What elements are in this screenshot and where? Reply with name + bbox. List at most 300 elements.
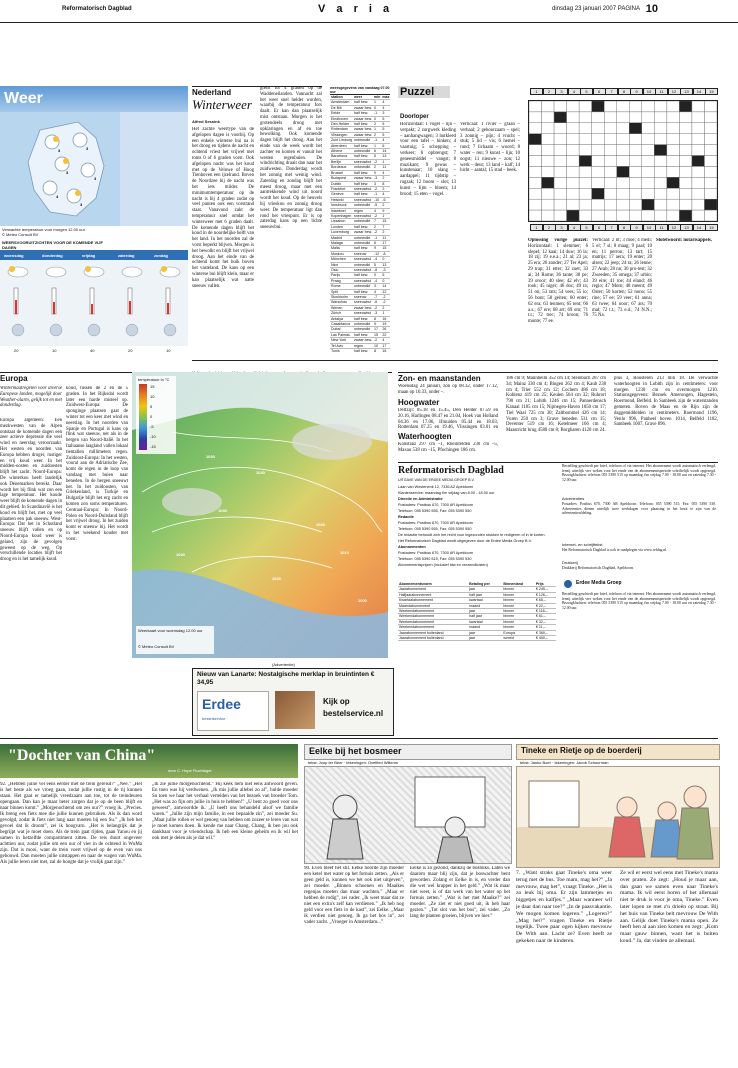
weather-table-cell: 1 <box>381 311 390 316</box>
price-table-cell: € 22,– <box>535 603 556 608</box>
puzzle-cell[interactable] <box>667 177 680 188</box>
puzzle-cell[interactable] <box>604 177 617 188</box>
puzzle-column-number: 3 <box>555 88 568 95</box>
puzzle-cell[interactable] <box>679 156 692 167</box>
puzzle-cell[interactable] <box>642 123 655 134</box>
puzzle-cell[interactable] <box>679 134 692 145</box>
weather-table-cell: Den Helder <box>330 122 353 127</box>
puzzle-cell[interactable] <box>529 145 542 156</box>
puzzle-cell[interactable] <box>617 210 630 221</box>
puzzle-cell[interactable] <box>667 123 680 134</box>
puzzle-column-number: 13 <box>680 224 693 231</box>
puzzle-cell[interactable] <box>604 156 617 167</box>
puzzle-cell[interactable] <box>704 177 717 188</box>
puzzle-cell[interactable] <box>642 188 655 199</box>
puzzle-cell[interactable] <box>542 188 555 199</box>
colofon-section <box>398 462 718 658</box>
price-table-cell: Halfjaarabonnement <box>398 592 468 597</box>
puzzle-cell[interactable] <box>629 210 642 221</box>
puzzle-cell[interactable] <box>692 145 705 156</box>
puzzle-cell[interactable] <box>579 134 592 145</box>
weather-table-cell: sneeuwbui <box>353 197 372 202</box>
puzzle-cell[interactable] <box>567 123 580 134</box>
puzzle-cell[interactable] <box>617 145 630 156</box>
puzzle-cell[interactable] <box>692 188 705 199</box>
puzzle-cell[interactable] <box>592 177 605 188</box>
puzzle-cell[interactable] <box>542 210 555 221</box>
weather-table-cell: Dubai <box>330 327 353 332</box>
puzzle-cell[interactable] <box>579 177 592 188</box>
puzzle-cell[interactable] <box>604 112 617 123</box>
comic3-col-2: Ze wil er eerst wel eens met Tineke's mama over praten. Ze zegt: „Houd je maar aan, dan gaan we samen even naar Tineke's mama. Ik wil eerst horen of het allemaal niet te druk is voor je oma, Tineke.” Even later lopen ze met z'n drieën op straat. Bij het huis van Tineke belt mevrouw De With aan. Gelijk doet Tineke's mama open. Ze heeft hen al aan zien komen en zegt: „Kom maar gauw binnen, want het is buiten koud.” Ja, dat vinden ze allemaal. <box>620 870 718 944</box>
weather-table-cell: regen <box>353 343 373 348</box>
weather-table-cell: 6 <box>373 240 381 245</box>
puzzle-column-number: 14 <box>693 224 706 231</box>
weer-forecast-heading: WEERSVOORUITZICHTEN VOOR DE KOMENDE VIJF DAGEN <box>2 240 103 250</box>
nl-city-temp: 3 <box>80 202 83 207</box>
puzzle-cell[interactable] <box>679 112 692 123</box>
forecast-day: woensdag <box>4 253 24 258</box>
puzzle-cell[interactable] <box>629 101 642 112</box>
puzzle-cell[interactable] <box>567 210 580 221</box>
puzzle-cell[interactable] <box>617 199 630 210</box>
puzzle-cell[interactable] <box>654 156 667 167</box>
weather-table-cell: Barcelona <box>330 154 353 159</box>
price-table-cell: maand <box>468 625 502 630</box>
weather-table-cell: zwaar bew. <box>353 105 372 110</box>
puzzle-cell[interactable] <box>654 177 667 188</box>
puzzle-cell[interactable] <box>667 112 680 123</box>
weather-table-cell: 6 <box>373 149 381 154</box>
puzzle-cell[interactable] <box>542 112 555 123</box>
puzzle-cell[interactable] <box>592 156 605 167</box>
weather-table-cell: 1 <box>381 213 390 218</box>
puzzle-cell[interactable] <box>567 177 580 188</box>
puzzle-cell[interactable] <box>554 156 567 167</box>
comic2-title: Eelke bij het bosmeer <box>309 746 402 756</box>
weather-table-cell: 15 <box>373 332 381 337</box>
puzzle-cell[interactable] <box>642 166 655 177</box>
waterhoogte-title: Waterhoogten <box>398 432 452 441</box>
weather-table-cell: 5 <box>381 116 390 121</box>
puzzle-cell[interactable] <box>667 210 680 221</box>
puzzle-cell[interactable] <box>542 134 555 145</box>
puzzle-cell[interactable] <box>654 188 667 199</box>
weather-table-cell: 1 <box>381 159 390 164</box>
weer-map-source: © Meteo Consult BV <box>2 232 39 237</box>
puzzle-cell[interactable] <box>667 199 680 210</box>
forecast-icons <box>0 260 188 346</box>
comic3-illustration <box>516 766 720 868</box>
puzzle-cell[interactable] <box>542 145 555 156</box>
nl-map-side <box>120 112 188 226</box>
puzzle-cell[interactable] <box>529 188 542 199</box>
puzzle-cell[interactable] <box>604 134 617 145</box>
puzzle-cell[interactable] <box>629 145 642 156</box>
puzzle-cell[interactable] <box>629 188 642 199</box>
puzzle-cell[interactable] <box>704 101 717 112</box>
weather-table-cell: sneeuwbui <box>353 300 372 305</box>
puzzle-cell[interactable] <box>579 188 592 199</box>
puzzle-cell[interactable] <box>529 166 542 177</box>
puzzle-cell[interactable] <box>529 199 542 210</box>
weather-table-cell: half bew. <box>353 289 373 294</box>
puzzle-cell[interactable] <box>554 112 567 123</box>
puzzle-cell[interactable] <box>667 166 680 177</box>
puzzle-cell[interactable] <box>642 134 655 145</box>
puzzle-cell[interactable] <box>667 188 680 199</box>
puzzle-cell[interactable] <box>567 188 580 199</box>
weather-table-cell: Amsterdam <box>330 100 353 105</box>
puzzle-cell[interactable] <box>592 188 605 199</box>
ad-url[interactable]: bestelservice.nl <box>323 709 384 718</box>
puzzle-cell[interactable] <box>629 156 642 167</box>
puzzle-cell[interactable] <box>704 134 717 145</box>
weather-table-cell: 11 <box>381 165 390 170</box>
forecast-day: zondag <box>154 253 168 258</box>
weather-table-cell: 7 <box>373 219 381 224</box>
comic2-credit: tekst: Joop ter Beer · tekeningen: Ovelfied Willems <box>308 760 398 765</box>
puzzle-cell[interactable] <box>679 177 692 188</box>
puzzle-cell[interactable] <box>617 166 630 177</box>
weather-table-cell: 2 <box>381 176 390 181</box>
weather-table-cell: 5 <box>373 154 381 159</box>
puzzel-section <box>398 86 718 356</box>
puzzle-cell[interactable] <box>604 199 617 210</box>
puzzle-cell[interactable] <box>704 123 717 134</box>
weather-table-cell: 4 <box>381 170 390 175</box>
puzzle-cell[interactable] <box>642 112 655 123</box>
puzzle-cell[interactable] <box>579 210 592 221</box>
puzzle-cell[interactable] <box>604 210 617 221</box>
puzzle-cell[interactable] <box>567 134 580 145</box>
puzzle-cell[interactable] <box>654 166 667 177</box>
weather-table-cell: -2 <box>373 305 381 310</box>
erdee-logo-text: Erdee Media Groep <box>576 580 622 586</box>
puzzle-cell[interactable] <box>554 166 567 177</box>
puzzle-cell[interactable] <box>704 199 717 210</box>
price-table-cell: jaar <box>468 587 502 592</box>
weather-table-cell: Tel Aviv <box>330 343 353 348</box>
puzzle-column-number: 5 <box>580 224 593 231</box>
weather-table-cell: sneeuwbui <box>353 186 372 191</box>
puzzle-cell[interactable] <box>692 101 705 112</box>
weather-table-cell: Istanboel <box>330 208 353 213</box>
weather-table-cell: 2 <box>373 122 381 127</box>
puzzle-cell[interactable] <box>529 134 542 145</box>
puzzle-cell[interactable] <box>692 156 705 167</box>
puzzle-cell[interactable] <box>654 123 667 134</box>
puzzle-cell[interactable] <box>692 112 705 123</box>
weather-table-cell: -2 <box>373 213 381 218</box>
nl-weather-map <box>0 112 120 226</box>
weather-table-cell: sneeuwbui <box>353 311 372 316</box>
puzzle-cell[interactable] <box>529 177 542 188</box>
puzzle-cell[interactable] <box>667 145 680 156</box>
colofon-line: Laan van Westenenk 12, 7336 AZ Apeldoorn <box>398 485 474 489</box>
weather-table-cell: 15 <box>381 246 390 251</box>
nl-city-temp: 3 <box>66 170 69 175</box>
weather-table-cell: 14 <box>381 284 390 289</box>
weather-table-cell: 8 <box>373 349 381 354</box>
puzzle-cell[interactable] <box>629 112 642 123</box>
puzzle-cell[interactable] <box>642 101 655 112</box>
puzzle-cell[interactable] <box>579 101 592 112</box>
weather-table-cell: Lissabon <box>330 219 353 224</box>
puzzle-cell[interactable] <box>567 101 580 112</box>
forecast-day: vrijdag <box>82 253 96 258</box>
puzzle-cell[interactable] <box>679 145 692 156</box>
weather-table-cell: Nice <box>330 262 353 267</box>
puzzle-cell[interactable] <box>667 156 680 167</box>
waterhoogte-col-2: 186 cm 9; Mannheim 352 cm 14; Steinbach 287 cm 34; Mainz 330 cm 4; Bingen 262 cm 4; Kaub 238 cm 4; Trier 552 cm 12; Cochem 486 cm 18; Koblenz 419 cm 25; Keulen 564 cm 32; Ruhrort 790 cm 21; Lobith 1246 cm 15; Pannerdensch Kanaal 1185 cm 15; Nijmegen-Haven 1050 cm 17; Tiel Waal 725 cm 30; Zaltbommel 426 cm 14; Vuren 250 cm 3; Grave beneden 531 cm 15; Deventer 519 cm 16; Ketelmeer 166 cm 4; Maastricht brug 4580 cm 8; Borgharen 4120 cm 24. <box>506 376 606 434</box>
puzzle-cell[interactable] <box>554 101 567 112</box>
puzzle-cell[interactable] <box>679 210 692 221</box>
puzzle-cell[interactable] <box>604 188 617 199</box>
puzzle-cell[interactable] <box>629 123 642 134</box>
puzzle-cell[interactable] <box>579 156 592 167</box>
weather-table-cell: half bew. <box>353 154 373 159</box>
section-title: V a r i a <box>318 3 394 15</box>
puzzle-cell[interactable] <box>617 177 630 188</box>
price-table-row <box>398 636 556 641</box>
weather-table-cell: -2 <box>373 159 381 164</box>
puzzle-cell[interactable] <box>554 188 567 199</box>
puzzle-cell[interactable] <box>604 101 617 112</box>
weather-table-cell: 9 <box>373 322 381 327</box>
puzzle-cell[interactable] <box>692 210 705 221</box>
puzzle-cell[interactable] <box>704 210 717 221</box>
colofon-line: Redactie <box>398 515 414 519</box>
puzzle-cell[interactable] <box>654 145 667 156</box>
puzzle-cell[interactable] <box>629 199 642 210</box>
puzzle-cell[interactable] <box>617 123 630 134</box>
puzzle-cell[interactable] <box>579 112 592 123</box>
ad-box[interactable] <box>192 668 394 736</box>
puzzle-cell[interactable] <box>592 101 605 112</box>
puzzle-cell[interactable] <box>592 112 605 123</box>
puzzle-cell[interactable] <box>617 134 630 145</box>
puzzle-cell[interactable] <box>704 145 717 156</box>
weather-table <box>330 95 390 354</box>
puzzle-cell[interactable] <box>592 145 605 156</box>
puzzle-cell[interactable] <box>542 199 555 210</box>
puzzle-cell[interactable] <box>642 199 655 210</box>
puzzle-cell[interactable] <box>567 156 580 167</box>
puzzle-cell[interactable] <box>542 177 555 188</box>
nl-city-temp: 4 <box>56 194 59 199</box>
advertisement[interactable] <box>192 662 392 734</box>
weather-table-cell: 13 <box>381 262 390 267</box>
puzzle-cell[interactable] <box>529 156 542 167</box>
puzzle-cell[interactable] <box>654 134 667 145</box>
puzzle-cell[interactable] <box>642 156 655 167</box>
puzzle-cell[interactable] <box>592 199 605 210</box>
puzzle-cell[interactable] <box>679 188 692 199</box>
weather-table-cell: -2 <box>373 230 381 235</box>
puzzle-column-number: 15 <box>705 88 718 95</box>
puzzle-cell[interactable] <box>542 101 555 112</box>
puzzle-cell[interactable] <box>679 101 692 112</box>
puzzle-cell[interactable] <box>692 166 705 177</box>
puzzle-cell[interactable] <box>554 134 567 145</box>
puzzle-cell[interactable] <box>529 123 542 134</box>
weather-table-header: station <box>330 95 353 100</box>
puzzle-cell[interactable] <box>592 166 605 177</box>
puzzle-cell[interactable] <box>579 166 592 177</box>
weather-table-cell: De Bilt <box>330 105 353 110</box>
puzzle-cell[interactable] <box>554 123 567 134</box>
waterhoogte-col-3: plus 3, Roosteren 213 min 18. De verwachte waterhoogten in Lobith zijn in centimeters: voor morgen 1230 cm en overmorgen 1210. Stationsgegevens: Bezoek Amerongen, Hagestein, Roermond, Belfeld. In Sambeek zijn de waterstanden gemeten. Boven de Maas en de Rijn zijn de daggemiddelden in centimeters. Roermond 1196, Venlo 996, Panheel boven 1014, Belfeld 1182, Sambeek 1007, Grave 896. <box>614 376 718 428</box>
puzzle-cell[interactable] <box>679 199 692 210</box>
puzzel-prize: Slotelwoord: notarisappels. <box>656 238 712 243</box>
puzzle-cell[interactable] <box>654 101 667 112</box>
puzzel-solution-b <box>592 238 652 356</box>
puzzle-cell[interactable] <box>692 123 705 134</box>
puzzle-cell[interactable] <box>554 177 567 188</box>
weather-table-cell: -8 <box>373 268 381 273</box>
puzzle-cell[interactable] <box>654 199 667 210</box>
puzzle-cell[interactable] <box>654 112 667 123</box>
puzzle-cell[interactable] <box>617 188 630 199</box>
europa-intro: Wintermaatregelen voor diverse Europese landen, mogelijk door Weather-alarm, gelijk tot en met donderdag. <box>0 386 62 409</box>
puzzle-cell[interactable] <box>529 210 542 221</box>
puzzle-cell[interactable] <box>692 177 705 188</box>
puzzle-column-number: 12 <box>668 88 681 95</box>
puzzle-cell[interactable] <box>542 166 555 177</box>
puzzle-cell[interactable] <box>629 134 642 145</box>
comic3-banner <box>516 744 720 760</box>
puzzle-cell[interactable] <box>604 123 617 134</box>
weather-table-cell: 4 <box>373 289 381 294</box>
weather-table-cell: onbewolkt <box>353 322 373 327</box>
weather-table-cell: 5 <box>373 262 381 267</box>
puzzle-cell[interactable] <box>617 112 630 123</box>
weather-table-cell: 2 <box>373 132 381 137</box>
puzzle-cell[interactable] <box>579 145 592 156</box>
weather-table-cell: 4 <box>381 100 390 105</box>
puzzle-column-number: 7 <box>605 88 618 95</box>
weather-table-cell: onbewolkt <box>353 240 373 245</box>
weather-table-cell: Londen <box>330 224 353 229</box>
forecast-temp: 20 <box>128 348 133 353</box>
puzzle-cell[interactable] <box>692 134 705 145</box>
puzzle-cell[interactable] <box>542 156 555 167</box>
nederland-title: Winterweer <box>192 97 252 112</box>
puzzle-cell[interactable] <box>704 188 717 199</box>
weather-table-cell: sneeuwbui <box>353 268 372 272</box>
price-table-cell: € 32,– <box>535 619 556 624</box>
colofon-line: Abonnementen <box>398 545 426 549</box>
weather-table-cell: -2 <box>381 300 390 305</box>
puzzle-column-number: 11 <box>655 224 668 231</box>
puzzle-column-number: 1 <box>530 224 543 231</box>
puzzle-cell[interactable] <box>567 145 580 156</box>
weather-table-cell: 4 <box>381 138 390 143</box>
puzzle-cell[interactable] <box>529 112 542 123</box>
puzzle-cell[interactable] <box>592 210 605 221</box>
temp-legend-value: -5 <box>150 424 154 429</box>
puzzle-cell[interactable] <box>554 145 567 156</box>
puzzle-cell[interactable] <box>704 112 717 123</box>
puzzle-cell[interactable] <box>567 199 580 210</box>
weather-table-cell: 15 <box>381 219 390 224</box>
puzzle-cell[interactable] <box>692 199 705 210</box>
weather-table-header: max <box>382 95 390 99</box>
puzzle-cell[interactable] <box>642 210 655 221</box>
puzzle-cell[interactable] <box>554 199 567 210</box>
puzzle-cell[interactable] <box>667 134 680 145</box>
puzzle-cell[interactable] <box>567 112 580 123</box>
puzzle-cell[interactable] <box>529 101 542 112</box>
weather-table-cell: 9 <box>373 246 381 251</box>
puzzle-cell[interactable] <box>679 166 692 177</box>
puzzle-cell[interactable] <box>579 199 592 210</box>
puzzle-cell[interactable] <box>667 101 680 112</box>
puzzle-column-number: 7 <box>605 224 618 231</box>
weather-table-cell: Zuid Limburg <box>331 138 352 143</box>
puzzle-cell[interactable] <box>617 156 630 167</box>
puzzle-cell[interactable] <box>704 156 717 167</box>
weather-table-cell: half bew. <box>353 143 373 148</box>
puzzle-cell[interactable] <box>604 145 617 156</box>
europa-col-1: Europa algemeen: Een mezkwesten van de Alpen ontstaat de komende dagen een zeer actieve depressie die veel wind en neerslag veroorzaakt. Het westen en noorden van Europa hebben droger, rustiger en vrij koud weer. In het midden-oosten en zuidoosten blijft het zacht. Noord-Europa: De winterkou heeft landelijk ook Denemarken bereikt. Daar wordt het bij flink wat zon een lage temperatuur. Het koude weer blijft de komende dagen in dit gebied. In Scandinavië is het koud en blijft het, met op veel plaatsen een pak sneeuw. West-Europa: Dat het in Schotland sneeuw blijft vallen en op Noord-Europa koud weer is geland, zijn de gevolgen geweest op de weg. Op verschillende locaties blijft het droog en is het tamelijk koud. <box>0 418 62 563</box>
price-table-header: Binnenland <box>502 582 534 587</box>
temp-legend-scale <box>139 384 147 450</box>
puzzle-column-number: 8 <box>618 88 631 95</box>
comic-tineke-en-rietje <box>516 744 718 1064</box>
puzzle-cell[interactable] <box>617 101 630 112</box>
puzzle-cell[interactable] <box>592 123 605 134</box>
puzzle-cell[interactable] <box>629 166 642 177</box>
puzzle-cell[interactable] <box>642 145 655 156</box>
puzzle-cell[interactable] <box>567 166 580 177</box>
weather-table-cell: 2 <box>381 186 390 191</box>
price-table <box>398 582 556 641</box>
puzzle-cell[interactable] <box>654 210 667 221</box>
weather-table-cell: 16 <box>381 349 390 354</box>
weather-table-cell: Malta <box>330 246 353 251</box>
puzzle-cell[interactable] <box>704 166 717 177</box>
weather-table-cell: half bew. <box>353 170 373 175</box>
weather-table-cell: 17 <box>373 327 381 332</box>
puzzle-cell[interactable] <box>604 166 617 177</box>
temp-legend-title: temperatuur in °C <box>138 377 170 382</box>
weather-table-cell: sneeuw <box>353 251 373 256</box>
weather-table-cell: 8 <box>373 316 381 321</box>
colofon-line: Postadres: Postbus 670, 7300 AR Apeldoorn <box>398 503 474 507</box>
weather-table-cell: 16 <box>381 316 390 321</box>
puzzle-cell[interactable] <box>542 123 555 134</box>
weather-table-cell: 6 <box>381 143 390 148</box>
puzzle-column-number: 4 <box>568 88 581 95</box>
weather-table-cell: 1 <box>373 100 381 105</box>
puzzle-column-number: 2 <box>543 224 556 231</box>
puzzle-cell[interactable] <box>592 134 605 145</box>
isobar-label: 1020 <box>272 576 281 581</box>
puzzle-cell[interactable] <box>629 177 642 188</box>
weather-table-cell: Oslo <box>330 268 353 273</box>
puzzle-cell[interactable] <box>679 123 692 134</box>
puzzle-cell[interactable] <box>554 210 567 221</box>
weather-table-cell: onbewolkt <box>353 284 373 289</box>
puzzle-cell[interactable] <box>579 123 592 134</box>
waterhoogte-text: Konstanz 297 cm –1, Rheinfelden 230 cm –5, Maxau 538 cm –15, Pfochingen 186 cm. <box>398 442 498 453</box>
puzzle-cell[interactable] <box>642 177 655 188</box>
comic1-col-1: 92. „Hebben jullie vel eens eerder met de trein gereisd?” „Nee.” „Het is het beste als we vroeg gaan, zodat jullie rustig in de rij kunnen staan. Het gaat er tamelijk vreedzaam aan toe, tot de treindeuren opengaan. Dan kan je maar beter zorgen dat je op de been blijft en naar binnen komt.” „Morgenochtend om zes uur?” vroeg ik. „Precies. Ik breng een fiets mee die jullie kunnen gebruiken. Als ik dan word gevolgd, zodat ik fiets niet lang naar moeten bij een Su.” „Ik heb het gevoel dat ik droom”, zei ik hoogvarn. „Het is belangrijk dat je begrijpt wat je moet doen. Als de trein gaat rijden, gaan Yanou en jij samen in hetzelfde compartiment zitten. De reis duurt ongeveer achttien uur, zodat jullie om een uur of vier in de ochtend in WuMa zijn. Dat is mooi, want de trein voert vrijwel op de even van ons gebouwd. Dan moeten jullie uitstappen en naar de wagen van WuMa. Als jullie leren niet met, zal de hoogte dat je vrolijk gaat zijn.” <box>0 782 142 865</box>
price-table-cell: wereld <box>502 636 534 641</box>
price-table-cell: € 65,– <box>535 598 556 603</box>
